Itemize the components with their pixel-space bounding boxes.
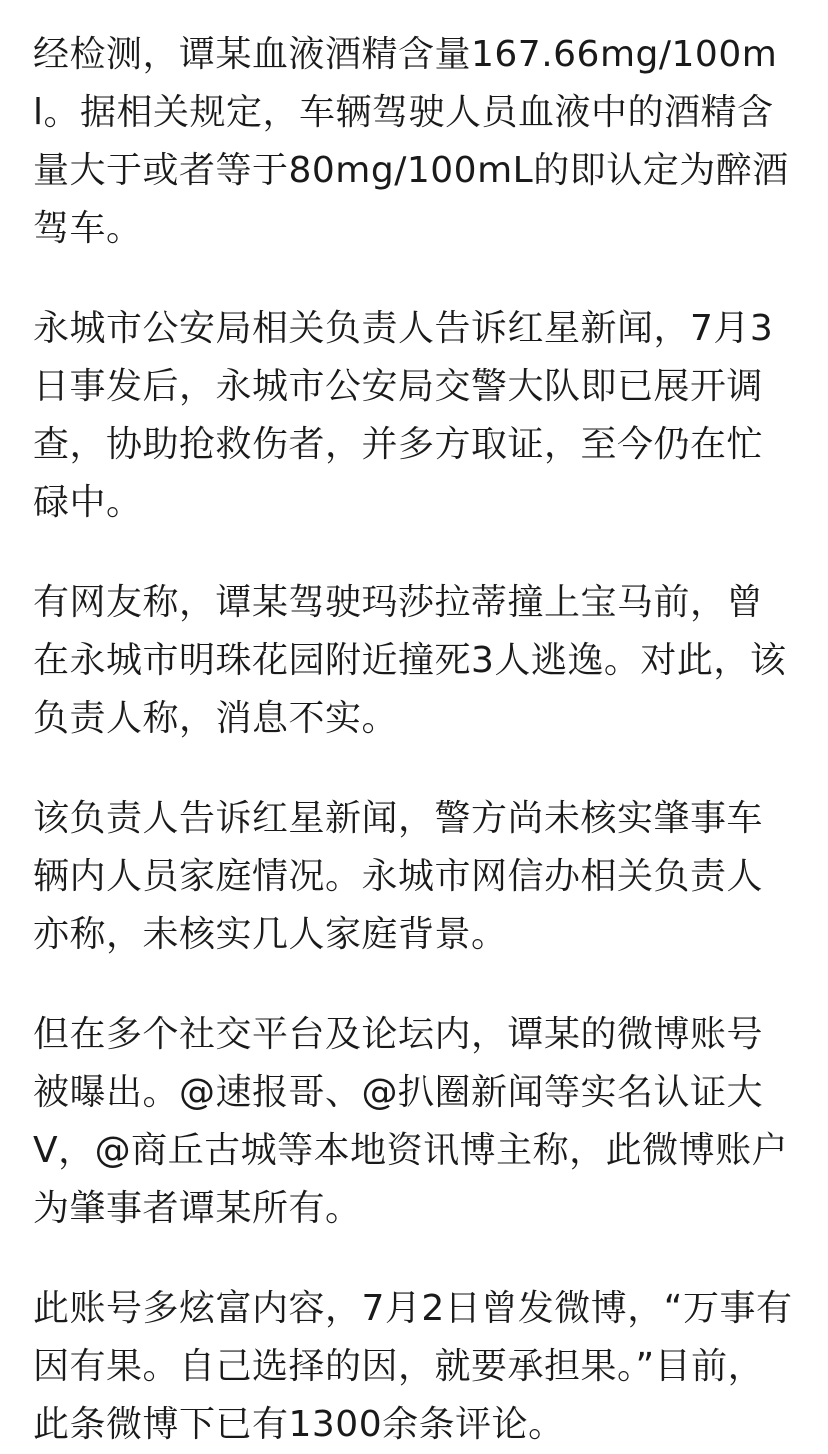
paragraph-rumor-denied: 有网友称，谭某驾驶玛莎拉蒂撞上宝马前，曾在永城市明珠花园附近撞死3人逃逸。对此，该负责人称，消息不实。 bbox=[33, 582, 787, 739]
paragraph-family-unverified: 该负责人告诉红星新闻，警方尚未核实肇事车辆内人员家庭情况。永城市网信办相关负责人亦称，未核实几人家庭背景。 bbox=[33, 798, 764, 955]
paragraph-weibo-post: 此账号多炫富内容，7月2日曾发微博，“万事有因有果。自己选择的因，就要承担果。”目前，此条微博下已有1300余条评论。 bbox=[33, 1288, 793, 1445]
paragraph-weibo-exposed: 但在多个社交平台及论坛内，谭某的微博账号被曝出。@速报哥、@扒圈新闻等实名认证大V，@商丘古城等本地资讯博主称，此微博账户为肇事者谭某所有。 bbox=[33, 1014, 789, 1229]
paragraph-police-investigation: 永城市公安局相关负责人告诉红星新闻，7月3日事发后，永城市公安局交警大队即已展开调查，协助抢救伤者，并多方取证，至今仍在忙碌中。 bbox=[33, 308, 774, 523]
paragraph-blood-alcohol: 经检测，谭某血液酒精含量167.66mg/100ml。据相关规定，车辆驾驶人员血液中的酒精含量大于或者等于80mg/100mL的即认定为醉酒驾车。 bbox=[33, 34, 789, 249]
